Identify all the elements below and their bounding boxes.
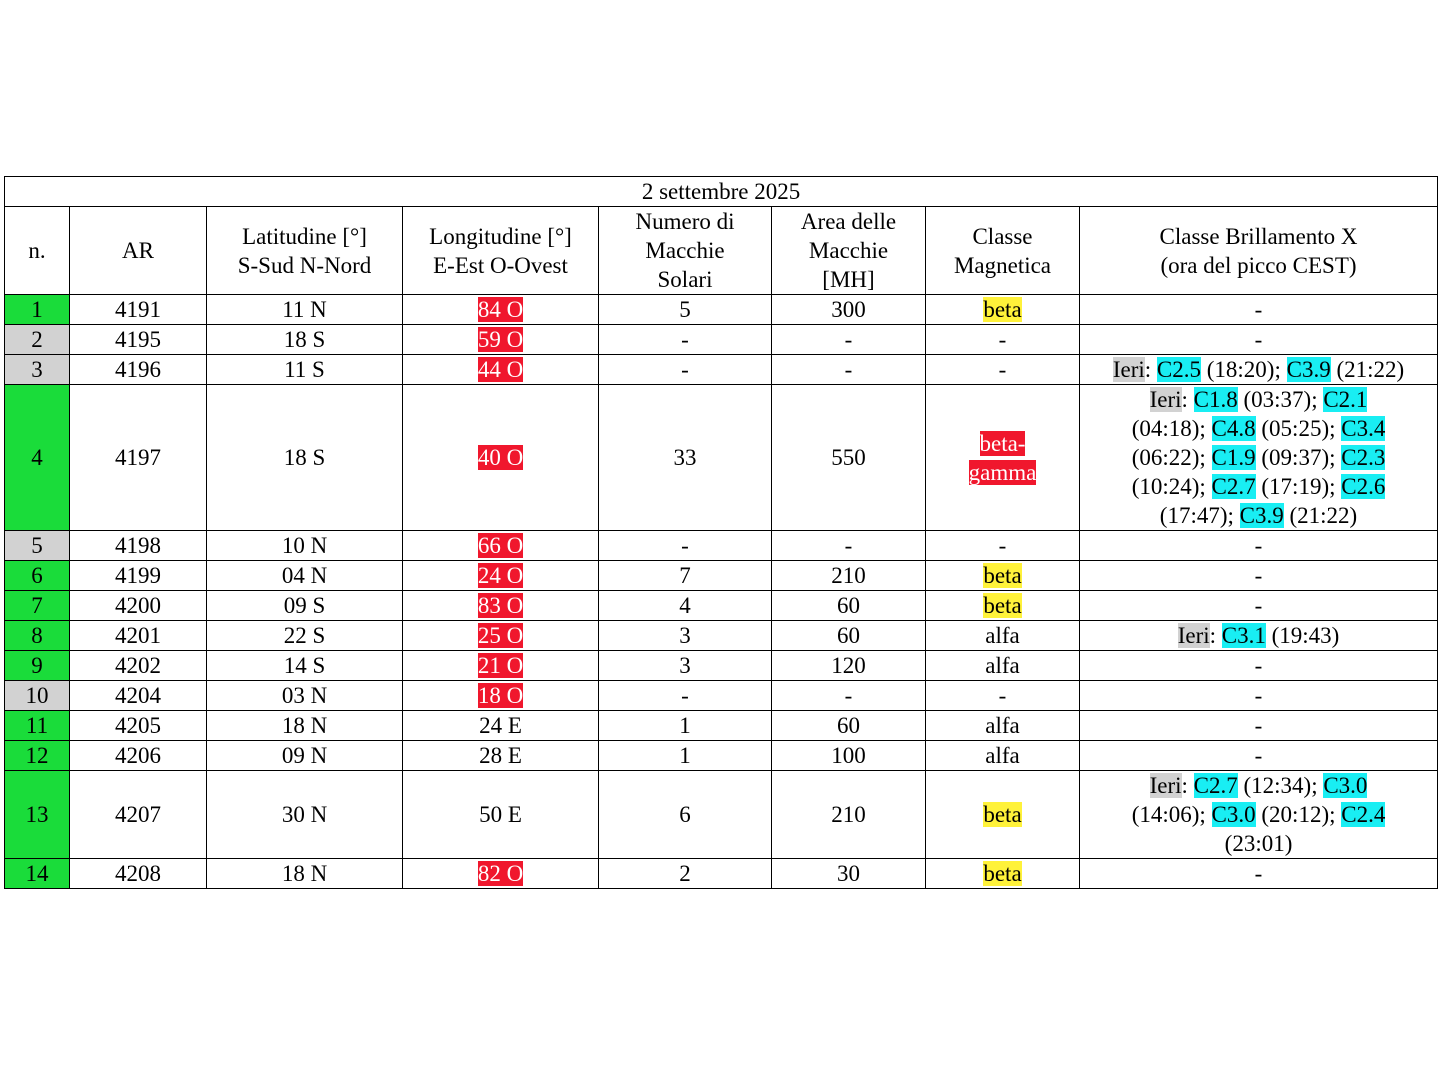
sunspot-area-cell: 300 (772, 295, 926, 325)
latitude-cell: 03 N (207, 681, 403, 711)
latitude-cell: 09 S (207, 591, 403, 621)
longitude-value: 83 O (477, 593, 524, 618)
active-region-number: 4200 (70, 591, 207, 621)
flare-segment: - (1254, 683, 1263, 708)
sunspot-area-cell: 210 (772, 771, 926, 859)
flare-cell (1080, 591, 1438, 621)
flare-cell (1080, 681, 1438, 711)
header-longitude-line: E-Est O-Ovest (433, 252, 568, 278)
row-number: 2 (5, 325, 70, 355)
table-body (5, 295, 1438, 889)
active-region-number: 4196 (70, 355, 207, 385)
flare-segment: - (1254, 327, 1263, 352)
active-region-number: 4199 (70, 561, 207, 591)
row-number: 8 (5, 621, 70, 651)
flare-segment: - (1254, 297, 1263, 322)
flare-segment: C3.9 (1286, 357, 1331, 382)
magnetic-class-cell (926, 711, 1080, 741)
table-row (5, 859, 1438, 889)
latitude-cell: 22 S (207, 621, 403, 651)
active-region-number: 4208 (70, 859, 207, 889)
flare-line (1080, 621, 1437, 650)
header-sunspot-area-line: [MH] (822, 267, 875, 292)
header-latitude-line: S-Sud N-Nord (237, 252, 372, 278)
magnetic-class-cell (926, 385, 1080, 531)
latitude-cell: 18 N (207, 711, 403, 741)
latitude-cell: 14 S (207, 651, 403, 681)
flare-line (1080, 651, 1437, 680)
magnetic-class-cell (926, 325, 1080, 355)
magnetic-class-value: alfa (985, 653, 1020, 678)
flare-segment: - (1254, 533, 1263, 558)
longitude-cell (403, 711, 599, 741)
sunspot-table (4, 176, 1438, 889)
flare-line (1080, 325, 1437, 354)
row-number: 13 (5, 771, 70, 859)
header-n: n. (5, 207, 70, 295)
longitude-cell (403, 621, 599, 651)
active-region-number: 4191 (70, 295, 207, 325)
sunspot-area-cell: - (772, 355, 926, 385)
header-flare-class-line: (ora del picco CEST) (1160, 252, 1357, 278)
header-magnetic-class-line: Magnetica (953, 252, 1052, 278)
flare-line (1080, 472, 1437, 501)
sunspot-count-cell: 5 (599, 295, 772, 325)
active-region-number: 4198 (70, 531, 207, 561)
longitude-cell (403, 561, 599, 591)
table-row (5, 531, 1438, 561)
flare-cell (1080, 561, 1438, 591)
flare-line (1080, 771, 1437, 800)
sunspot-area-cell: 100 (772, 741, 926, 771)
flare-cell (1080, 859, 1438, 889)
flare-segment: - (1254, 861, 1263, 886)
flare-segment: : (1144, 357, 1157, 382)
flare-line (1080, 711, 1437, 740)
header-row (5, 207, 1438, 295)
header-longitude-line: Longitudine [°] (429, 223, 572, 249)
magnetic-class-value: beta (983, 563, 1022, 588)
longitude-cell (403, 591, 599, 621)
flare-segment: C2.7 (1193, 773, 1238, 798)
sunspot-count-cell: 3 (599, 651, 772, 681)
flare-line (1080, 859, 1437, 888)
flare-cell (1080, 325, 1438, 355)
flare-cell (1080, 651, 1438, 681)
longitude-cell (403, 295, 599, 325)
latitude-cell: 18 S (207, 385, 403, 531)
magnetic-class-value: beta (983, 593, 1022, 618)
table-row (5, 561, 1438, 591)
flare-segment: - (1254, 713, 1263, 738)
table-title: 2 settembre 2025 (5, 177, 1438, 207)
sunspot-area-cell: 210 (772, 561, 926, 591)
magnetic-class-text: beta- (979, 430, 1026, 456)
flare-segment: C2.6 (1341, 474, 1386, 499)
magnetic-class-cell (926, 591, 1080, 621)
magnetic-class-text: gamma (968, 459, 1037, 485)
flare-segment: C4.8 (1211, 416, 1256, 441)
longitude-cell (403, 681, 599, 711)
magnetic-class-value: beta (983, 297, 1022, 322)
row-number: 10 (5, 681, 70, 711)
sunspot-count-cell: 6 (599, 771, 772, 859)
latitude-cell: 10 N (207, 531, 403, 561)
sunspot-area-cell: 550 (772, 385, 926, 531)
latitude-cell: 30 N (207, 771, 403, 859)
sunspot-count-cell: 3 (599, 621, 772, 651)
latitude-cell: 11 N (207, 295, 403, 325)
magnetic-class-cell (926, 295, 1080, 325)
flare-cell (1080, 741, 1438, 771)
longitude-value: 24 O (477, 563, 524, 588)
flare-line (1080, 741, 1437, 770)
flare-segment: (03:37); (1237, 387, 1324, 412)
longitude-cell (403, 531, 599, 561)
longitude-value: 66 O (477, 533, 524, 558)
longitude-value: 82 O (477, 861, 524, 886)
header-longitude (403, 207, 599, 295)
table-row (5, 385, 1438, 531)
longitude-value: 21 O (477, 653, 524, 678)
flare-cell (1080, 385, 1438, 531)
flare-segment: C3.9 (1239, 503, 1284, 528)
flare-segment: (21:22) (1283, 503, 1358, 528)
flare-segment: (10:24); (1131, 474, 1212, 499)
flare-line (1080, 355, 1437, 384)
flare-cell (1080, 621, 1438, 651)
flare-segment: Ieri (1177, 623, 1210, 648)
longitude-cell (403, 355, 599, 385)
magnetic-class-value: beta (983, 861, 1022, 886)
flare-segment: C2.4 (1341, 802, 1386, 827)
header-flare-class-line: Classe Brillamento X (1159, 223, 1358, 249)
active-region-number: 4195 (70, 325, 207, 355)
flare-segment: (19:43) (1265, 623, 1340, 648)
table-row (5, 295, 1438, 325)
flare-segment: (05:25); (1255, 416, 1342, 441)
magnetic-class-cell (926, 621, 1080, 651)
sunspot-area-cell: 30 (772, 859, 926, 889)
table-row (5, 591, 1438, 621)
longitude-cell (403, 651, 599, 681)
flare-cell (1080, 295, 1438, 325)
flare-cell (1080, 355, 1438, 385)
flare-line (1080, 531, 1437, 560)
sunspot-area-cell: 60 (772, 711, 926, 741)
sunspot-count-cell: 4 (599, 591, 772, 621)
flare-line (1080, 800, 1437, 829)
flare-segment: (06:22); (1131, 445, 1212, 470)
flare-segment: C2.7 (1211, 474, 1256, 499)
flare-segment: (12:34); (1237, 773, 1324, 798)
table-row (5, 325, 1438, 355)
row-number: 7 (5, 591, 70, 621)
sunspot-count-cell: 33 (599, 385, 772, 531)
sunspot-count-cell: - (599, 325, 772, 355)
latitude-cell: 04 N (207, 561, 403, 591)
table-row (5, 621, 1438, 651)
table-row (5, 355, 1438, 385)
active-region-number: 4201 (70, 621, 207, 651)
header-latitude (207, 207, 403, 295)
active-region-number: 4202 (70, 651, 207, 681)
flare-segment: - (1254, 653, 1263, 678)
flare-segment: C1.8 (1193, 387, 1238, 412)
row-number: 6 (5, 561, 70, 591)
header-sunspot-count-line: Solari (657, 267, 713, 292)
flare-segment: (20:12); (1255, 802, 1342, 827)
sunspot-area-cell: 60 (772, 591, 926, 621)
flare-line (1080, 591, 1437, 620)
flare-line (1080, 295, 1437, 324)
sunspot-count-cell: - (599, 355, 772, 385)
longitude-value: 25 O (477, 623, 524, 648)
flare-segment: (14:06); (1131, 802, 1212, 827)
flare-segment: (17:47); (1159, 503, 1240, 528)
row-number: 1 (5, 295, 70, 325)
magnetic-class-cell (926, 771, 1080, 859)
flare-line (1080, 829, 1437, 858)
flare-segment: C1.9 (1211, 445, 1256, 470)
header-sunspot-area (772, 207, 926, 295)
active-region-number: 4205 (70, 711, 207, 741)
sunspot-count-cell: - (599, 531, 772, 561)
flare-line (1080, 561, 1437, 590)
latitude-cell: 18 N (207, 859, 403, 889)
magnetic-class-value: - (998, 683, 1007, 708)
flare-segment: - (1254, 593, 1263, 618)
magnetic-class-value: - (998, 357, 1007, 382)
longitude-value: 28 E (479, 743, 522, 768)
sunspot-count-cell: - (599, 681, 772, 711)
magnetic-class-cell (926, 531, 1080, 561)
table-row (5, 681, 1438, 711)
sunspot-count-cell: 1 (599, 741, 772, 771)
sunspot-count-cell: 2 (599, 859, 772, 889)
header-magnetic-class-line: Classe (972, 223, 1033, 249)
sunspot-area-cell: - (772, 681, 926, 711)
sunspot-count-cell: 7 (599, 561, 772, 591)
longitude-value: 44 O (477, 357, 524, 382)
magnetic-class-line (969, 429, 1037, 458)
flare-segment: : (1181, 773, 1194, 798)
sunspot-area-cell: - (772, 531, 926, 561)
flare-cell (1080, 531, 1438, 561)
flare-segment: (18:20); (1201, 357, 1287, 382)
header-sunspot-count-line: Numero di (635, 209, 735, 234)
sunspot-count-cell: 1 (599, 711, 772, 741)
longitude-value: 59 O (477, 327, 524, 352)
magnetic-class-cell (926, 355, 1080, 385)
header-sunspot-area-line: Area delle (800, 209, 897, 234)
magnetic-class-value: alfa (985, 713, 1020, 738)
magnetic-class-cell (926, 681, 1080, 711)
sunspot-area-cell: - (772, 325, 926, 355)
header-flare-class (1080, 207, 1438, 295)
magnetic-class-value (969, 429, 1037, 487)
flare-line (1080, 501, 1437, 530)
longitude-cell (403, 741, 599, 771)
flare-segment: C3.1 (1221, 623, 1266, 648)
longitude-cell (403, 385, 599, 531)
magnetic-class-cell (926, 741, 1080, 771)
flare-segment: - (1254, 563, 1263, 588)
longitude-cell (403, 771, 599, 859)
flare-line (1080, 385, 1437, 414)
longitude-cell (403, 325, 599, 355)
flare-segment: C2.3 (1341, 445, 1386, 470)
flare-line (1080, 414, 1437, 443)
table-row (5, 711, 1438, 741)
active-region-number: 4204 (70, 681, 207, 711)
longitude-cell (403, 859, 599, 889)
flare-cell (1080, 771, 1438, 859)
sunspot-area-cell: 60 (772, 621, 926, 651)
row-number: 12 (5, 741, 70, 771)
table-row (5, 741, 1438, 771)
flare-segment: : (1209, 623, 1222, 648)
magnetic-class-value: - (998, 533, 1007, 558)
magnetic-class-value: beta (983, 802, 1022, 827)
flare-segment: C2.1 (1323, 387, 1368, 412)
header-magnetic-class (926, 207, 1080, 295)
header-sunspot-count (599, 207, 772, 295)
flare-segment: - (1254, 743, 1263, 768)
header-sunspot-area-line: Macchie (808, 238, 889, 263)
row-number: 14 (5, 859, 70, 889)
row-number: 4 (5, 385, 70, 531)
flare-segment: (17:19); (1255, 474, 1342, 499)
row-number: 5 (5, 531, 70, 561)
flare-segment: (23:01) (1224, 831, 1293, 856)
magnetic-class-value: - (998, 327, 1007, 352)
magnetic-class-cell (926, 859, 1080, 889)
table-row (5, 651, 1438, 681)
header-ar: AR (70, 207, 207, 295)
latitude-cell: 11 S (207, 355, 403, 385)
header-sunspot-count-line: Macchie (645, 238, 725, 263)
active-region-number: 4197 (70, 385, 207, 531)
row-number: 11 (5, 711, 70, 741)
latitude-cell: 09 N (207, 741, 403, 771)
magnetic-class-cell (926, 561, 1080, 591)
title-row (5, 177, 1438, 207)
magnetic-class-value: alfa (985, 623, 1020, 648)
flare-segment: C3.0 (1323, 773, 1368, 798)
header-latitude-line: Latitudine [°] (242, 223, 367, 249)
flare-segment: : (1181, 387, 1194, 412)
row-number: 9 (5, 651, 70, 681)
active-region-number: 4207 (70, 771, 207, 859)
flare-segment: C3.0 (1211, 802, 1256, 827)
longitude-value: 50 E (479, 802, 522, 827)
flare-segment: Ieri (1149, 387, 1182, 412)
flare-cell (1080, 711, 1438, 741)
flare-segment: C2.5 (1156, 357, 1201, 382)
flare-segment: C3.4 (1341, 416, 1386, 441)
sunspot-area-cell: 120 (772, 651, 926, 681)
flare-segment: (04:18); (1131, 416, 1212, 441)
flare-segment: Ieri (1149, 773, 1182, 798)
flare-line (1080, 681, 1437, 710)
longitude-value: 24 E (479, 713, 522, 738)
flare-segment: (09:37); (1255, 445, 1342, 470)
active-region-number: 4206 (70, 741, 207, 771)
table-row (5, 771, 1438, 859)
flare-segment: Ieri (1112, 357, 1145, 382)
magnetic-class-line (969, 458, 1037, 487)
longitude-value: 18 O (477, 683, 524, 708)
longitude-value: 40 O (477, 445, 524, 470)
row-number: 3 (5, 355, 70, 385)
longitude-value: 84 O (477, 297, 524, 322)
magnetic-class-cell (926, 651, 1080, 681)
flare-segment: (21:22) (1330, 357, 1405, 382)
magnetic-class-value: alfa (985, 743, 1020, 768)
flare-line (1080, 443, 1437, 472)
latitude-cell: 18 S (207, 325, 403, 355)
